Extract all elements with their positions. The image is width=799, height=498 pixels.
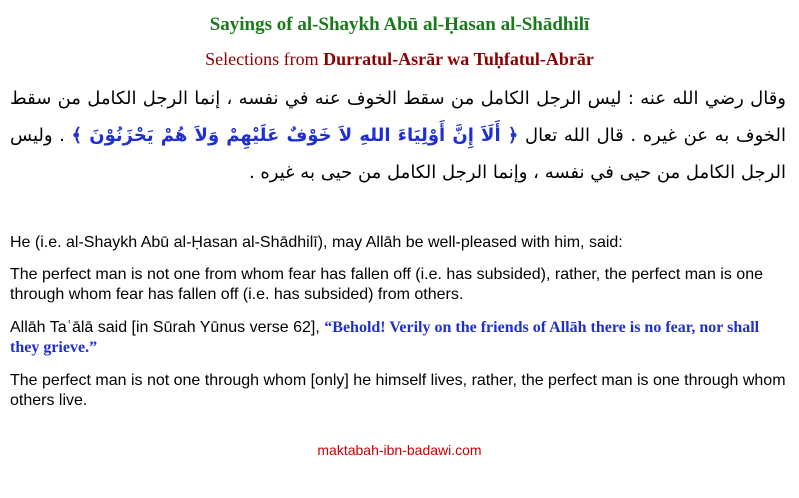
- english-saying-2: The perfect man is not one through whom [only] he himself lives, rather, the perfect man is one through whom others live.: [10, 372, 786, 409]
- english-intro: He (i.e. al-Shaykh Abū al-Ḥasan al-Shādhilī), may Allāh be well-pleased with him, said:: [10, 234, 623, 251]
- verse-quote: “Behold! Verily on the friends of Allāh there is no fear, nor shall they grieve.”: [10, 319, 760, 356]
- arabic-text: [10, 80, 786, 191]
- subtitle-prefix: Selections from: [205, 49, 324, 69]
- english-verse-paragraph: [10, 318, 790, 358]
- page-title: Sayings of al-Shaykh Abū al-Ḥasan al-Shādhilī: [209, 14, 590, 35]
- arabic-text-part2: . وليس الرجل الكامل من حيى في نفسه ، وإنما الرجل الكامل من حيى به غيره .: [10, 125, 786, 183]
- footer-site-link[interactable]: maktabah-ibn-badawi.com: [317, 442, 482, 458]
- subtitle-work-title: Durratul-Asrār wa Tuḥfatul-Abrār: [323, 49, 594, 69]
- english-saying-1: The perfect man is not one from whom fear has fallen off (i.e. has subsided), rather, the perfect man is one through whom fear has fallen off (i.e. has subsided) from others.: [10, 266, 763, 303]
- verse-intro: Allāh Taʿālā said [in Sūrah Yūnus verse 62],: [10, 319, 325, 336]
- page-subtitle: [0, 49, 799, 70]
- arabic-text-part1: وقال رضي الله عنه : ليس الرجل الكامل من سقط الخوف عنه في نفسه ، إنما الرجل الكامل من سقط الخوف به عن غيره . قال الله تعال: [10, 88, 786, 146]
- arabic-quran-verse: ﴿ أَلَاَ إِنَّ أَوْلِيَاءَ اللهِ لاَ خَوْفٌ عَلَيْهِمْ وَلاَ هُمْ يَحْزَنُوْنَ ﴾: [71, 125, 519, 146]
